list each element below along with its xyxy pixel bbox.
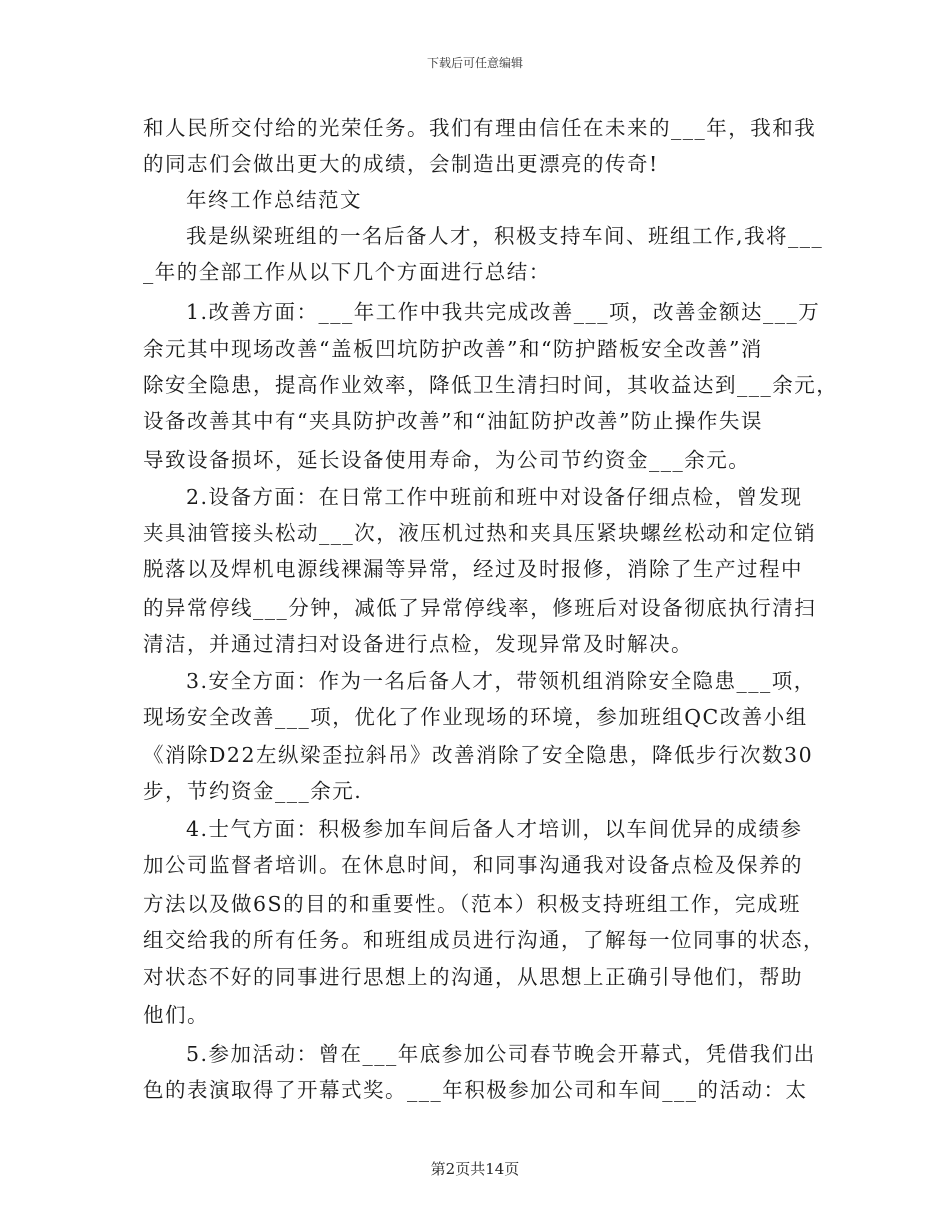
body-line: _年的全部工作从以下几个方面进行总结： — [143, 260, 551, 284]
page-header: 下载后可任意编辑 — [426, 56, 523, 70]
body-line: 的同志们会做出更大的成绩，会制造出更漂亮的传奇! — [143, 152, 659, 176]
body-line: 组交给我的所有任务。和班组成员进行沟通，了解每一位同事的状态， — [143, 928, 825, 952]
body-line: 脱落以及焊机电源线裸漏等异常，经过及时报修，消除了生产过程中 — [143, 557, 803, 581]
body-line: 色的表演取得了开幕式奖。___年积极参加公司和车间___的活动：太 — [143, 1078, 808, 1102]
page-footer: 第2页共14页 — [430, 1160, 520, 1178]
body-line: 现场安全改善___项，优化了作业现场的环境，参加班组QC改善小组 — [143, 705, 808, 729]
body-line: 3.安全方面：作为一名后备人才，带领机组消除安全隐患___项， — [186, 669, 816, 693]
body-line: 清洁，并通过清扫对设备进行点检，发现异常及时解决。 — [143, 632, 693, 656]
section-title: 年终工作总结范文 — [186, 188, 362, 212]
body-line: 夹具油管接头松动___次，液压机过热和夹具压紧块螺丝松动和定位销 — [143, 521, 817, 545]
body-line: 他们。 — [143, 1003, 209, 1027]
body-line: 除安全隐患，提高作业效率，降低卫生清扫时间，其收益达到___余元， — [143, 373, 839, 397]
body-line: 导致设备损坏，延长设备使用寿命，为公司节约资金___余元。 — [143, 448, 751, 472]
body-line: 2.设备方面：在日常工作中班前和班中对设备仔细点检，曾发现 — [186, 485, 803, 509]
body-line: 和人民所交付给的光荣任务。我们有理由信任在未来的___年，我和我 — [143, 116, 817, 140]
body-line: 步，节约资金___余元. — [143, 779, 363, 803]
body-line: 余元其中现场改善“盖板凹坑防护改善”和“防护踏板安全改善”消 — [143, 337, 763, 361]
body-line: 1.改善方面：___年工作中我共完成改善___项，改善金额达___万 — [186, 300, 821, 324]
body-line: 加公司监督者培训。在休息时间，和同事沟通我对设备点检及保养的 — [143, 853, 803, 877]
body-line: 对状态不好的同事进行思想上的沟通，从思想上正确引导他们，帮助 — [143, 965, 803, 989]
body-line: 的异常停线___分钟，减低了异常停线率，修班后对设备彻底执行清扫 — [143, 596, 817, 620]
body-line: 设备改善其中有“夹具防护改善”和“油缸防护改善”防止操作失误 — [143, 409, 763, 433]
body-line: 《消除D22左纵梁歪拉斜吊》改善消除了安全隐患，降低步行次数30 — [143, 743, 814, 767]
body-line: 我是纵梁班组的一名后备人才，积极支持车间、班组工作,我将___ — [186, 224, 824, 248]
body-line: 5.参加活动：曾在___年底参加公司春节晚会开幕式，凭借我们出 — [186, 1042, 816, 1066]
body-line: 4.士气方面：积极参加车间后备人才培训，以车间优异的成绩参 — [186, 817, 803, 841]
body-line: 方法以及做6S的目的和重要性。（范本）积极支持班组工作，完成班 — [143, 892, 801, 916]
